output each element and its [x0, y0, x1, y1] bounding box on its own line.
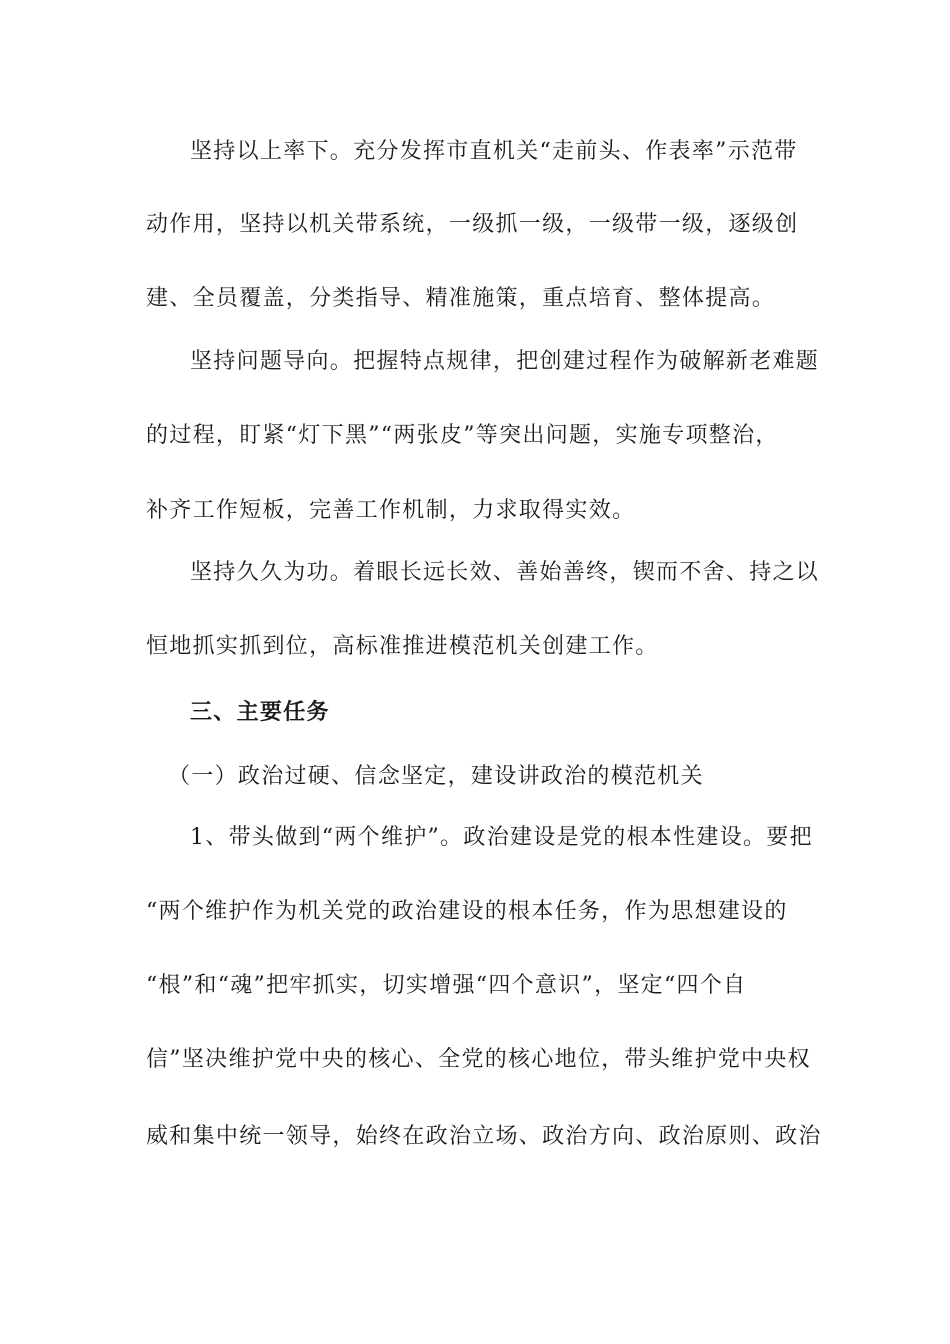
paragraph-line: 动作用，坚持以机关带系统，一级抓一级，一级带一级，逐级创: [146, 212, 799, 237]
paragraph-line: 坚持问题导向。把握特点规律，把创建过程作为破解新老难题: [190, 349, 820, 374]
paragraph-line: 威和集中统一领导，始终在政治立场、政治方向、政治原则、政治: [146, 1124, 822, 1149]
paragraph-line: 建、全员覆盖，分类指导、精准施策，重点培育、整体提高。: [146, 286, 776, 311]
paragraph-line: “两个维护作为机关党的政治建设的根本任务，作为思想建设的: [146, 899, 788, 924]
paragraph-line: 1、带头做到“两个维护”。政治建设是党的根本性建设。要把: [190, 825, 813, 850]
paragraph-line: “根”和“魂”把牢抓实，切实增强“四个意识”，坚定“四个自: [146, 973, 747, 998]
paragraph-line: 补齐工作短板，完善工作机制，力求取得实效。: [146, 498, 636, 523]
paragraph-line: 坚持久久为功。着眼长远长效、善始善终，锲而不舍、持之以: [190, 560, 820, 585]
paragraph-line: 信”坚决维护党中央的核心、全党的核心地位，带头维护党中央权: [146, 1047, 811, 1072]
paragraph-line: 恒地抓实抓到位，高标准推进模范机关创建工作。: [146, 634, 659, 659]
section-heading: 三、主要任务: [190, 699, 330, 725]
paragraph-line: 坚持以上率下。充分发挥市直机关“走前头、作表率”示范带: [190, 139, 798, 164]
paragraph-line: 的过程，盯紧“灯下黑”“两张皮”等突出问题，实施专项整治，: [146, 423, 779, 448]
subsection-heading: （一）政治过硬、信念坚定，建设讲政治的模范机关: [168, 764, 704, 789]
